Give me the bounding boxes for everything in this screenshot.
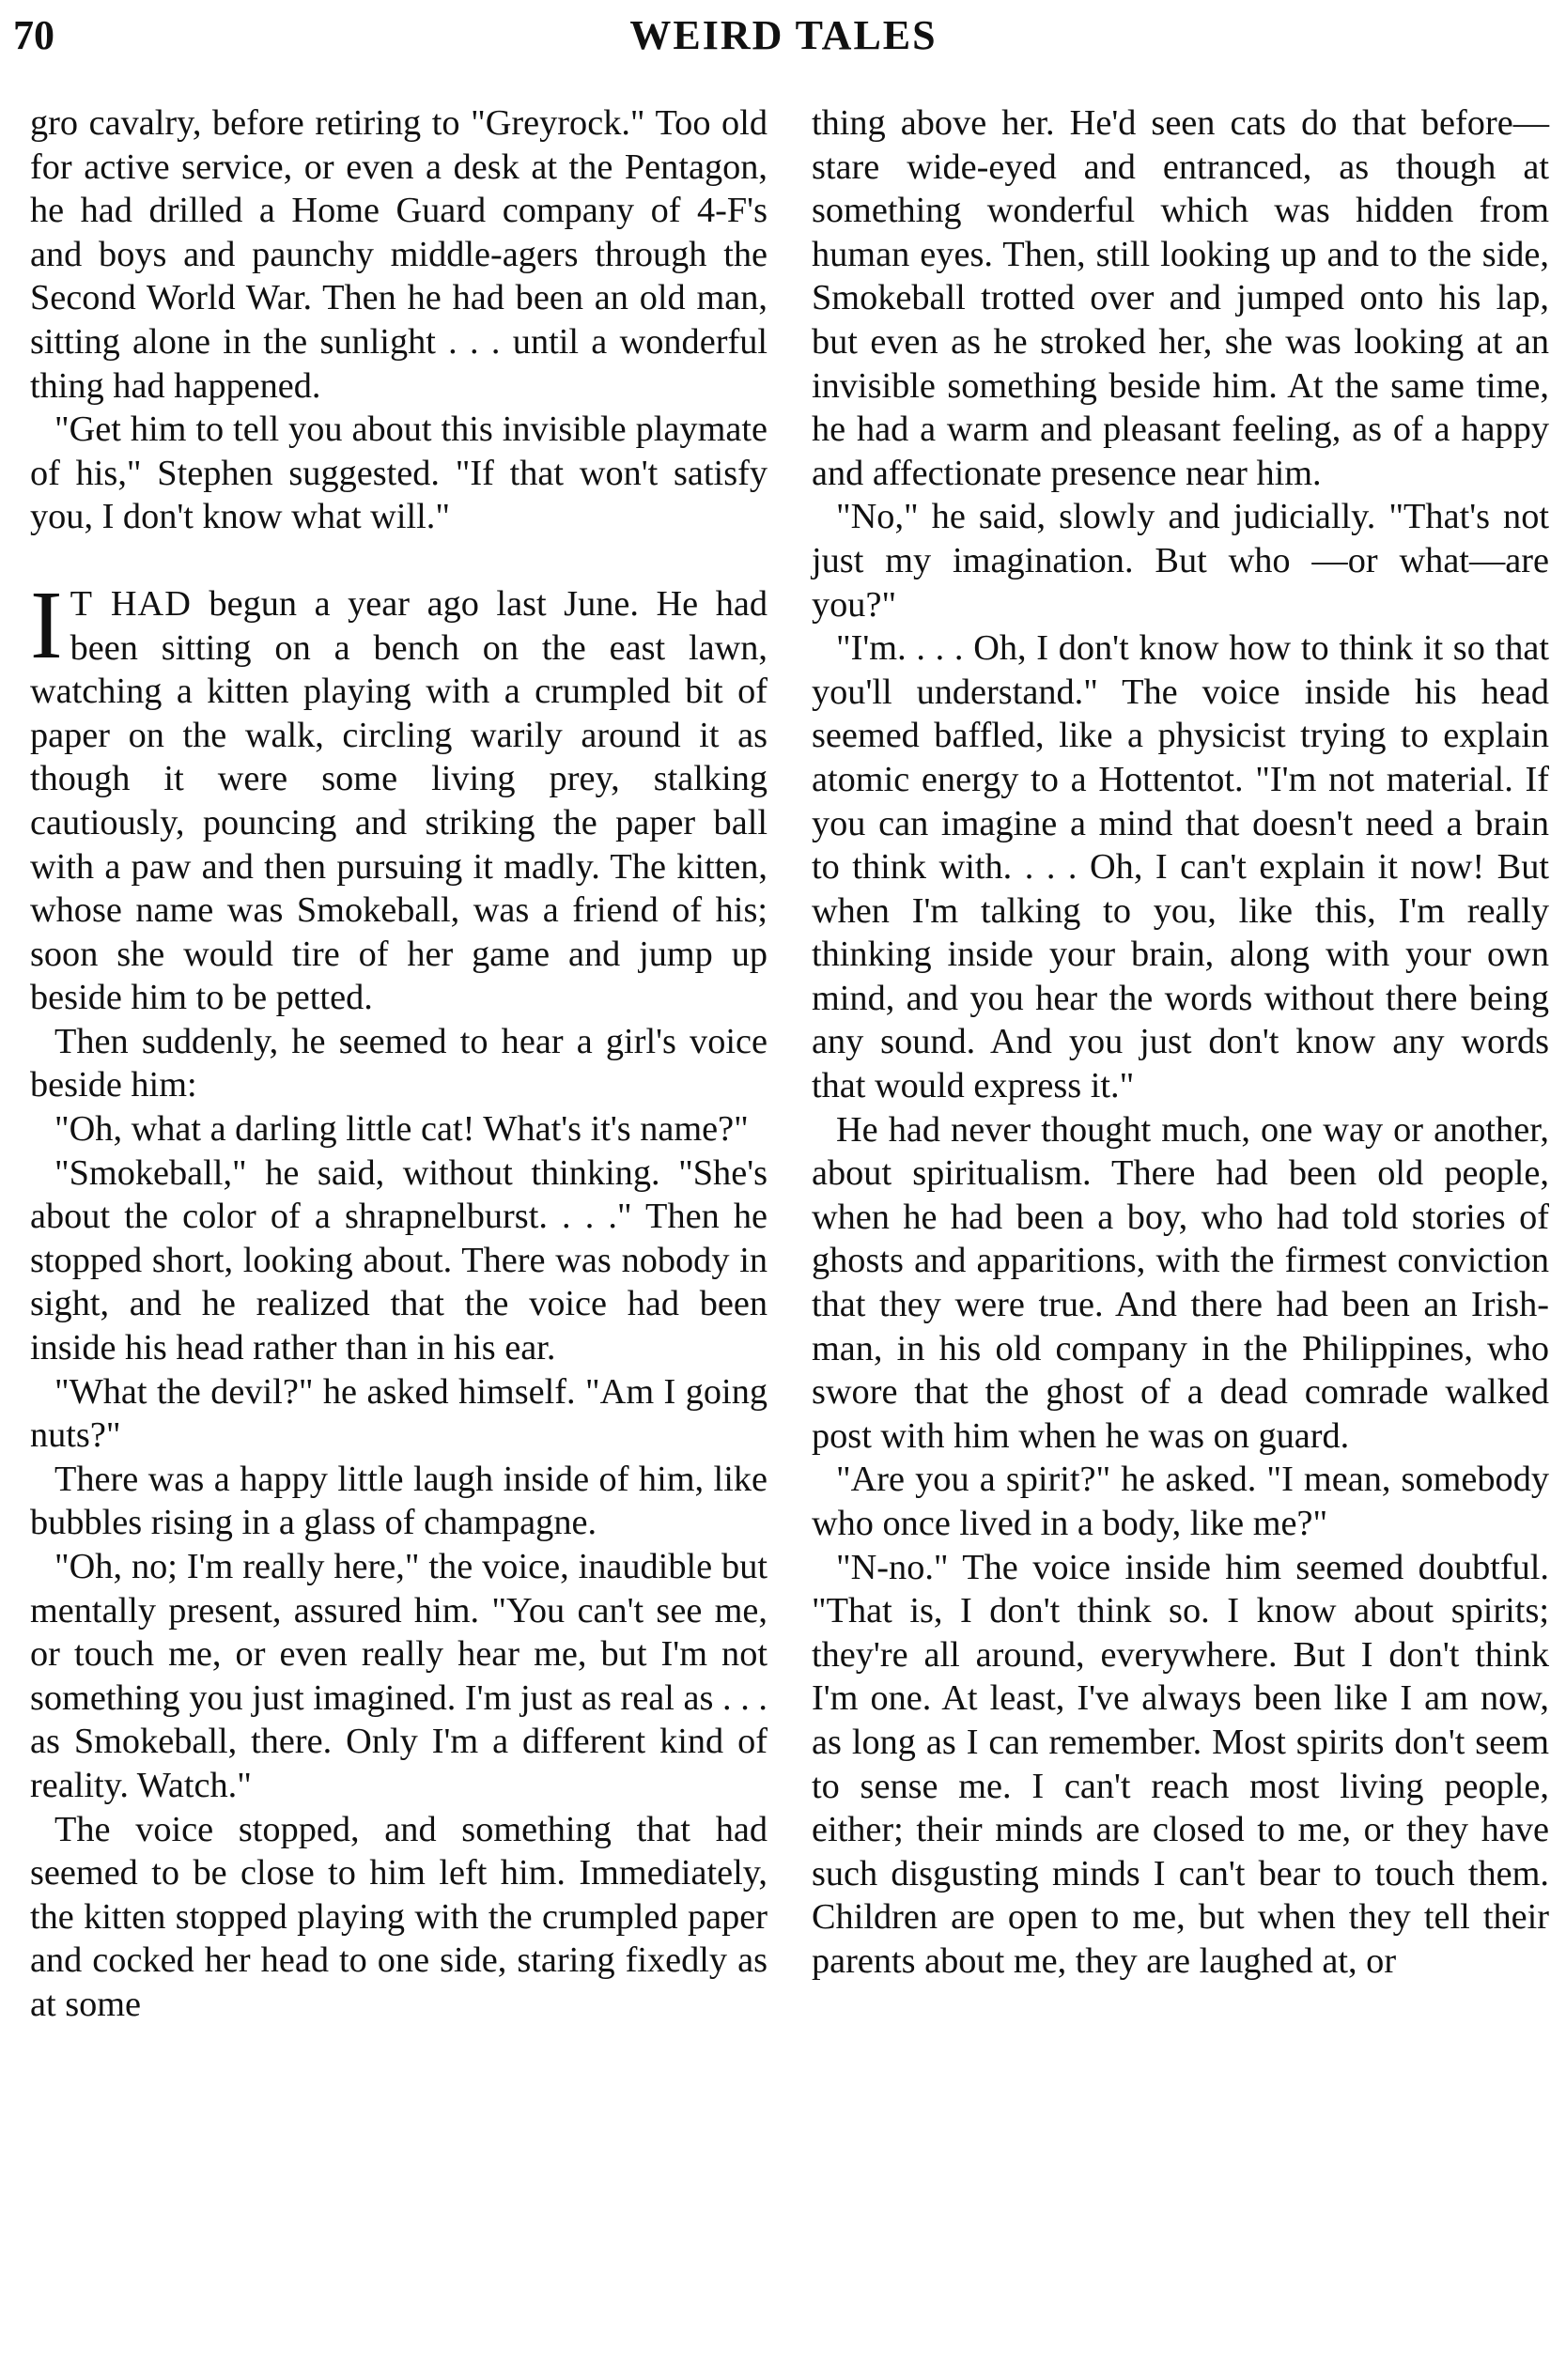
paragraph: gro cavalry, before retiring to "Greyrock." Too old for active service, or even a desk at the Pentagon, he had drilled a Home Guard company of 4-F's and boys and paunchy middle-agers through the Second World War. Then he had been an old man, sitting alone in the sunlight . . . until a wonderful thing had happened.: [30, 103, 767, 406]
paragraph: "Smokeball," he said, without thinking. "She's about the color of a shrapnelburst. . . ." Then he stopped short, looking about. There was nobody in sight, and he realized that the voice had been inside his head rather than in his ear.: [30, 1152, 767, 1368]
section-opening-paragraph: [30, 570, 768, 1020]
paragraph: "Oh, what a darling little cat! What's it's name?": [54, 1109, 749, 1150]
left-column: [30, 101, 767, 2027]
section-break: [30, 539, 767, 582]
running-title: WEIRD TALES: [629, 12, 938, 58]
paragraph: "What the devil?" he asked himself. "Am I going nuts?": [30, 1371, 767, 1456]
paragraph: thing above her. He'd seen cats do that before—stare wide-eyed and entranced, as though at something wonderful which was hidden from human eyes. Then, still looking up and to the side, Smokeball trotted over and jumped onto his lap, but even as he stroked her, she was looking at an invisible something beside him. At the same time, he had a warm and pleasant feeling, as of a happy and affectionate presence near him.: [812, 103, 1549, 493]
paragraph: "No," he said, slowly and judicially. "That's not just my imagination. But who —or what—are you?": [812, 497, 1549, 625]
page-number: 70: [13, 12, 54, 58]
paragraph: Then suddenly, he seemed to hear a girl's voice beside him:: [30, 1021, 767, 1105]
paragraph: "Are you a spirit?" he asked. "I mean, somebody who once lived in a body, like me?": [812, 1460, 1549, 1543]
drop-cap: I: [30, 570, 63, 679]
paragraph: The voice stopped, and something that had seemed to be close to him left him. Immediately, the kitten stopped playing with the crumpled paper and cocked her head to one side, staring fixedly as at some: [30, 1809, 767, 2024]
paragraph: "Get him to tell you about this invisible playmate of his," Stephen suggested. "If that won't satisfy you, I don't know what will.": [30, 410, 767, 537]
page-header: [13, 8, 1554, 64]
right-column: [812, 101, 1549, 1984]
paragraph: "N-no." The voice inside him seemed doubtful. "That is, I don't think so. I know about spirits; they're all around, everywhere. But I don't think I'm one. At least, I've always been like I am now, as long as I can remember. Most spirits don't seem to sense me. I can't reach most living people, either; their minds are closed to me, or they have such disgusting minds I can't bear to touch them. Children are open to me, but when they tell their parents about me, they are laughed at, or: [812, 1547, 1549, 1981]
opening-small-caps: T HAD: [70, 583, 192, 624]
paragraph-text: begun a year ago last June. He had been sitting on a bench on the east lawn, watching a kitten playing with a crumpled bit of paper on the walk, circling warily around it as though it were some living prey, stalking cautiously, pouncing and striking the paper ball with a paw and then pursuing it madly. The kitten, whose name was Smokeball, was a friend of his; soon she would tire of her game and jump up beside him to be petted.: [30, 583, 768, 1018]
paragraph: "Oh, no; I'm really here," the voice, inaudible but mentally present, assured him. "You can't see me, or touch me, or even really hear me, but I'm not something you just imagined. I'm just as real as . . . as Smokeball, there. Only I'm a different kind of reality. Watch.": [30, 1547, 767, 1805]
paragraph: "I'm. . . . Oh, I don't know how to think it so that you'll understand." The voice inside his head seemed baffled, like a physicist trying to explain atomic energy to a Hottentot. "I'm not material. If you can imagine a mind that doesn't need a brain to think with. . . . Oh, I can't explain it now! But when I'm talking to you, like this, I'm really thinking inside your brain, along with your own mind, and you hear the words without there being any sound. And you just don't know any words that would express it.": [812, 628, 1549, 1106]
paragraph: There was a happy little laugh inside of him, like bubbles rising in a glass of champagne.: [30, 1459, 767, 1543]
paragraph: He had never thought much, one way or another, about spiritualism. There had been old people, when he had been a boy, who had told stories of ghosts and apparitions, with the firmest conviction that they were true. And there had been an Irishman, in his old company in the Philippines, who swore that the ghost of a dead comrade walked post with him when he was on guard.: [812, 1109, 1549, 1456]
